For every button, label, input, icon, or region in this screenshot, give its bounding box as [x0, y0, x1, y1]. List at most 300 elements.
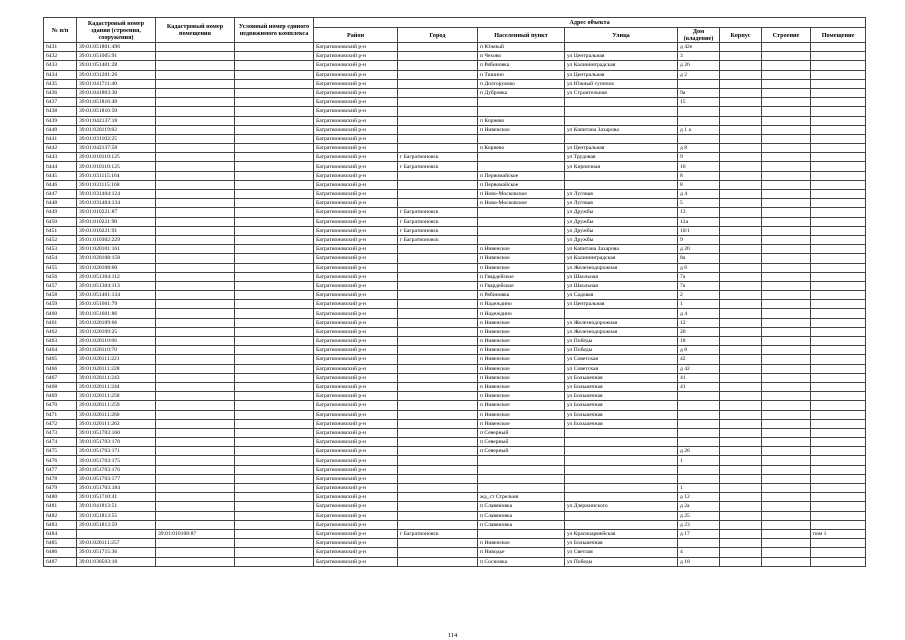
cell-stroenie — [762, 190, 811, 199]
cell-street: ул Железнодорожная — [565, 318, 678, 327]
cell-cadastral-building: 39:01:051401:28 — [77, 61, 156, 70]
cell-stroenie — [762, 208, 811, 217]
cell-city — [398, 355, 478, 364]
cell-settlement: п Ниводье — [478, 548, 565, 557]
cell-conditional-number — [235, 465, 314, 474]
cell-house — [678, 428, 720, 437]
cell-house: д 1 а — [678, 125, 720, 134]
cell-house: 1 — [678, 300, 720, 309]
cell-cadastral-building: 39:01:051816:49 — [77, 98, 156, 107]
cell-stroenie — [762, 162, 811, 171]
cell-num: 6454 — [44, 254, 77, 263]
cell-pomeshchenie — [811, 61, 866, 70]
cell-korpus — [720, 529, 762, 538]
cell-house: 41 — [678, 373, 720, 382]
cell-pomeshchenie — [811, 364, 866, 373]
cell-settlement: п Северный — [478, 438, 565, 447]
cell-district: Багратионовский р-н — [314, 520, 398, 529]
cell-cadastral-building: 39:01:020111:260 — [77, 410, 156, 419]
table-row — [44, 79, 866, 88]
cell-street: ул Дружбы — [565, 208, 678, 217]
cell-street: ул Железнодорожная — [565, 263, 678, 272]
cell-settlement: п Северный — [478, 428, 565, 437]
cell-conditional-number — [235, 502, 314, 511]
cell-conditional-number — [235, 364, 314, 373]
cell-stroenie — [762, 401, 811, 410]
cell-cadastral-building: 39:01:051601:79 — [77, 300, 156, 309]
cell-num: 6434 — [44, 70, 77, 79]
cell-pomeshchenie — [811, 235, 866, 244]
cell-pomeshchenie — [811, 300, 866, 309]
cell-conditional-number — [235, 355, 314, 364]
cell-cadastral-building: 39:01:051304:112 — [77, 272, 156, 281]
cell-stroenie — [762, 327, 811, 336]
table-row — [44, 235, 866, 244]
table-row — [44, 419, 866, 428]
table-row — [44, 208, 866, 217]
table-row — [44, 180, 866, 189]
cell-korpus — [720, 171, 762, 180]
cell-pomeshchenie — [811, 557, 866, 566]
cell-conditional-number — [235, 438, 314, 447]
cell-house: д 23 — [678, 520, 720, 529]
cell-house: 13 — [678, 208, 720, 217]
cell-settlement: п Нивенское — [478, 539, 565, 548]
cell-settlement — [478, 107, 565, 116]
cell-num: 6443 — [44, 153, 77, 162]
cell-pomeshchenie — [811, 88, 866, 97]
table-row — [44, 465, 866, 474]
table-row — [44, 428, 866, 437]
cell-city — [398, 382, 478, 391]
cell-cadastral-room — [156, 180, 235, 189]
cell-street: ул Советская — [565, 364, 678, 373]
cell-korpus — [720, 327, 762, 336]
cell-num: 6460 — [44, 309, 77, 318]
cell-conditional-number — [235, 337, 314, 346]
cell-pomeshchenie — [811, 401, 866, 410]
cell-house: д 8 — [678, 346, 720, 355]
cell-cadastral-room — [156, 107, 235, 116]
cell-house: 16 — [678, 162, 720, 171]
cell-stroenie — [762, 199, 811, 208]
cell-korpus — [720, 337, 762, 346]
cell-city — [398, 107, 478, 116]
cell-settlement: п Надеждино — [478, 309, 565, 318]
cell-stroenie — [762, 474, 811, 483]
cell-korpus — [720, 199, 762, 208]
cell-cadastral-room — [156, 337, 235, 346]
cell-pomeshchenie — [811, 373, 866, 382]
cell-district: Багратионовский р-н — [314, 254, 398, 263]
cell-street — [565, 447, 678, 456]
cell-conditional-number — [235, 134, 314, 143]
cell-korpus — [720, 88, 762, 97]
cell-house: 3 — [678, 52, 720, 61]
cell-settlement: п Нивенское — [478, 245, 565, 254]
cell-house: 9 — [678, 235, 720, 244]
cell-cadastral-building: 39:01:051703:177 — [77, 474, 156, 483]
cell-pomeshchenie — [811, 419, 866, 428]
cell-house: 12а — [678, 217, 720, 226]
table-row — [44, 125, 866, 134]
cell-korpus — [720, 502, 762, 511]
cell-pomeshchenie — [811, 171, 866, 180]
cell-cadastral-room — [156, 125, 235, 134]
cell-num: 6444 — [44, 162, 77, 171]
header-settlement: Населенный пункт — [478, 28, 565, 43]
cell-house: 5 — [678, 199, 720, 208]
cell-num: 6451 — [44, 226, 77, 235]
cell-street: ул Дружбы — [565, 226, 678, 235]
cell-korpus — [720, 190, 762, 199]
cell-district: Багратионовский р-н — [314, 300, 398, 309]
cell-num: 6475 — [44, 447, 77, 456]
cell-pomeshchenie — [811, 208, 866, 217]
cell-cadastral-building: 39:01:020110:70 — [77, 346, 156, 355]
cell-cadastral-building: 39:01:020111:244 — [77, 382, 156, 391]
table-row — [44, 401, 866, 410]
cell-cadastral-building: 39:01:010221:87 — [77, 208, 156, 217]
cell-stroenie — [762, 511, 811, 520]
cell-korpus — [720, 43, 762, 52]
cell-settlement: п Нивенское — [478, 254, 565, 263]
header-city: Город — [398, 28, 478, 43]
cell-city — [398, 520, 478, 529]
cell-num: 6445 — [44, 171, 77, 180]
cell-settlement: п Гвардейское — [478, 272, 565, 281]
cell-district: Багратионовский р-н — [314, 107, 398, 116]
cell-cadastral-room — [156, 539, 235, 548]
cell-conditional-number — [235, 199, 314, 208]
cell-house: 8 — [678, 171, 720, 180]
cell-cadastral-room — [156, 263, 235, 272]
table-row — [44, 548, 866, 557]
cell-conditional-number — [235, 318, 314, 327]
cell-conditional-number — [235, 43, 314, 52]
cell-num: 6439 — [44, 116, 77, 125]
cell-korpus — [720, 291, 762, 300]
cell-conditional-number — [235, 116, 314, 125]
cell-stroenie — [762, 254, 811, 263]
cell-district: Багратионовский р-н — [314, 364, 398, 373]
cell-pomeshchenie — [811, 180, 866, 189]
cell-city — [398, 88, 478, 97]
header-cadastral-room: Кадастровый номер помещения — [156, 18, 235, 43]
cell-korpus — [720, 217, 762, 226]
cell-district: Багратионовский р-н — [314, 465, 398, 474]
cell-city — [398, 98, 478, 107]
table-row — [44, 254, 866, 263]
header-house: Дом (владение) — [678, 28, 720, 43]
cell-house: 1 — [678, 456, 720, 465]
cell-settlement — [478, 98, 565, 107]
cell-street — [565, 520, 678, 529]
cell-cadastral-room — [156, 70, 235, 79]
cell-district: Багратионовский р-н — [314, 557, 398, 566]
cell-settlement: п Нивенское — [478, 337, 565, 346]
cell-stroenie — [762, 428, 811, 437]
cell-cadastral-building: 39:01:030503:18 — [77, 557, 156, 566]
header-pomeshchenie: Помещение — [811, 28, 866, 43]
cell-city — [398, 474, 478, 483]
cell-conditional-number — [235, 346, 314, 355]
cell-cadastral-building: 39:01:020111:228 — [77, 364, 156, 373]
cell-street: ул Капитана Захарова — [565, 125, 678, 134]
cell-house: д 8 — [678, 144, 720, 153]
cell-cadastral-building: 39:01:051005:91 — [77, 52, 156, 61]
cell-pomeshchenie — [811, 539, 866, 548]
cell-house: д 26 — [678, 447, 720, 456]
cell-district: Багратионовский р-н — [314, 153, 398, 162]
cell-stroenie — [762, 318, 811, 327]
cell-korpus — [720, 208, 762, 217]
cell-street: ул Южный тупичок — [565, 79, 678, 88]
cell-house — [678, 465, 720, 474]
cell-street: ул Центральная — [565, 70, 678, 79]
cell-stroenie — [762, 125, 811, 134]
cell-house: д 25 — [678, 511, 720, 520]
cell-korpus — [720, 245, 762, 254]
cell-num: 6473 — [44, 428, 77, 437]
cell-korpus — [720, 382, 762, 391]
cell-cadastral-room — [156, 134, 235, 143]
property-register-table — [43, 17, 866, 567]
cell-settlement: п Нивенское — [478, 401, 565, 410]
cell-house: д 26 — [678, 61, 720, 70]
cell-street: ул Большечная — [565, 392, 678, 401]
cell-city — [398, 327, 478, 336]
cell-settlement: п Нивенское — [478, 125, 565, 134]
table-row — [44, 134, 866, 143]
cell-street: ул Большечная — [565, 539, 678, 548]
cell-korpus — [720, 484, 762, 493]
cell-pomeshchenie — [811, 428, 866, 437]
cell-pomeshchenie — [811, 474, 866, 483]
cell-cadastral-building: 39:01:051401:134 — [77, 291, 156, 300]
cell-settlement: п Нивенское — [478, 346, 565, 355]
cell-num: 6438 — [44, 107, 77, 116]
cell-city — [398, 263, 478, 272]
cell-house: д 2а — [678, 502, 720, 511]
cell-num: 6485 — [44, 539, 77, 548]
cell-num: 6440 — [44, 125, 77, 134]
cell-num: 6472 — [44, 419, 77, 428]
cell-cadastral-building: 39:01:041711:40 — [77, 79, 156, 88]
table-row — [44, 529, 866, 538]
cell-city — [398, 171, 478, 180]
cell-stroenie — [762, 171, 811, 180]
cell-cadastral-room — [156, 309, 235, 318]
cell-pomeshchenie — [811, 199, 866, 208]
cell-street: ул Красноармейская — [565, 529, 678, 538]
cell-district: Багратионовский р-н — [314, 291, 398, 300]
cell-district: Багратионовский р-н — [314, 529, 398, 538]
cell-cadastral-building: 39:01:010302:229 — [77, 235, 156, 244]
cell-num: 6456 — [44, 272, 77, 281]
cell-settlement — [478, 235, 565, 244]
cell-num: 6459 — [44, 300, 77, 309]
cell-stroenie — [762, 539, 811, 548]
cell-conditional-number — [235, 291, 314, 300]
cell-settlement: п Гвардейское — [478, 281, 565, 290]
cell-cadastral-room — [156, 355, 235, 364]
cell-korpus — [720, 493, 762, 502]
cell-korpus — [720, 428, 762, 437]
cell-house: 8а — [678, 254, 720, 263]
cell-street: ул Школьная — [565, 281, 678, 290]
cell-house: 20 — [678, 327, 720, 336]
cell-district: Багратионовский р-н — [314, 272, 398, 281]
cell-stroenie — [762, 447, 811, 456]
cell-house: д 42 — [678, 364, 720, 373]
cell-cadastral-room — [156, 116, 235, 125]
cell-cadastral-room — [156, 199, 235, 208]
cell-korpus — [720, 401, 762, 410]
cell-district: Багратионовский р-н — [314, 61, 398, 70]
cell-city: г Багратионовск — [398, 208, 478, 217]
cell-cadastral-building: 39:01:051816:50 — [77, 107, 156, 116]
cell-street: ул Калининградская — [565, 254, 678, 263]
cell-district: Багратионовский р-н — [314, 355, 398, 364]
cell-conditional-number — [235, 263, 314, 272]
cell-cadastral-building: 39:01:020109:25 — [77, 327, 156, 336]
cell-street: ул Центральная — [565, 300, 678, 309]
cell-cadastral-building: 39:01:010221:91 — [77, 226, 156, 235]
cell-conditional-number — [235, 272, 314, 281]
cell-cadastral-room — [156, 190, 235, 199]
cell-settlement: п Ново-Московское — [478, 199, 565, 208]
cell-cadastral-building: 39:01:020111:243 — [77, 373, 156, 382]
cell-stroenie — [762, 502, 811, 511]
table-row — [44, 511, 866, 520]
table-row — [44, 190, 866, 199]
cell-settlement: п Первомайское — [478, 180, 565, 189]
table-row — [44, 116, 866, 125]
cell-cadastral-building: 39:01:051304:113 — [77, 281, 156, 290]
cell-num: 6449 — [44, 208, 77, 217]
cell-city — [398, 511, 478, 520]
cell-district: Багратионовский р-н — [314, 456, 398, 465]
cell-cadastral-room — [156, 254, 235, 263]
cell-district: Багратионовский р-н — [314, 263, 398, 272]
cell-num: 6441 — [44, 134, 77, 143]
cell-district: Багратионовский р-н — [314, 144, 398, 153]
table-row — [44, 291, 866, 300]
cell-settlement — [478, 465, 565, 474]
table-row — [44, 456, 866, 465]
cell-pomeshchenie — [811, 226, 866, 235]
cell-cadastral-building: 39:01:051703:170 — [77, 438, 156, 447]
cell-city — [398, 364, 478, 373]
cell-house: д 4 — [678, 309, 720, 318]
cell-district: Багратионовский р-н — [314, 419, 398, 428]
cell-korpus — [720, 116, 762, 125]
cell-district: Багратионовский р-н — [314, 98, 398, 107]
cell-street: ул Дзержинского — [565, 502, 678, 511]
cell-city — [398, 392, 478, 401]
header-cadastral-building: Кадастровый номер здания (строения, сооружения) — [77, 18, 156, 43]
cell-stroenie — [762, 116, 811, 125]
cell-korpus — [720, 419, 762, 428]
cell-city — [398, 199, 478, 208]
cell-settlement — [478, 484, 565, 493]
cell-district: Багратионовский р-н — [314, 70, 398, 79]
cell-num: 6481 — [44, 502, 77, 511]
cell-city — [398, 144, 478, 153]
cell-num: 6478 — [44, 474, 77, 483]
cell-house — [678, 539, 720, 548]
cell-cadastral-room — [156, 410, 235, 419]
cell-conditional-number — [235, 217, 314, 226]
cell-district: Багратионовский р-н — [314, 373, 398, 382]
cell-street: ул Большечная — [565, 419, 678, 428]
cell-pomeshchenie — [811, 382, 866, 391]
cell-street — [565, 438, 678, 447]
cell-korpus — [720, 281, 762, 290]
cell-district: Багратионовский р-н — [314, 208, 398, 217]
header-conditional-number: Условный номер единого недвижимого комплекса — [235, 18, 314, 43]
cell-cadastral-building: 39:01:020111:257 — [77, 539, 156, 548]
cell-num: 6432 — [44, 52, 77, 61]
cell-cadastral-room: 39:01:010108:87 — [156, 529, 235, 538]
cell-korpus — [720, 474, 762, 483]
cell-conditional-number — [235, 456, 314, 465]
cell-cadastral-room — [156, 300, 235, 309]
cell-num: 6463 — [44, 337, 77, 346]
cell-city — [398, 43, 478, 52]
cell-pomeshchenie — [811, 502, 866, 511]
cell-district: Багратионовский р-н — [314, 410, 398, 419]
cell-settlement: п Корнево — [478, 144, 565, 153]
cell-district: Багратионовский р-н — [314, 401, 398, 410]
cell-pomeshchenie — [811, 327, 866, 336]
cell-city — [398, 291, 478, 300]
cell-house — [678, 134, 720, 143]
cell-house — [678, 392, 720, 401]
cell-num: 6431 — [44, 43, 77, 52]
cell-street — [565, 493, 678, 502]
cell-cadastral-room — [156, 327, 235, 336]
cell-conditional-number — [235, 548, 314, 557]
cell-house: 2 — [678, 291, 720, 300]
cell-city: г Багратионовск — [398, 226, 478, 235]
cell-pomeshchenie — [811, 217, 866, 226]
cell-city — [398, 493, 478, 502]
cell-settlement: п Дубровка — [478, 88, 565, 97]
cell-house: д 2 — [678, 70, 720, 79]
cell-stroenie — [762, 373, 811, 382]
cell-street: ул Светлая — [565, 548, 678, 557]
cell-pomeshchenie — [811, 79, 866, 88]
cell-conditional-number — [235, 511, 314, 520]
cell-stroenie — [762, 43, 811, 52]
cell-cadastral-room — [156, 346, 235, 355]
cell-num: 6446 — [44, 180, 77, 189]
cell-korpus — [720, 438, 762, 447]
cell-district: Багратионовский р-н — [314, 43, 398, 52]
cell-street: ул Советская — [565, 355, 678, 364]
cell-korpus — [720, 548, 762, 557]
cell-street: ул Железнодорожная — [565, 327, 678, 336]
cell-pomeshchenie — [811, 153, 866, 162]
cell-cadastral-room — [156, 401, 235, 410]
cell-korpus — [720, 364, 762, 373]
cell-district: Багратионовский р-н — [314, 88, 398, 97]
cell-settlement: п Первомайское — [478, 171, 565, 180]
cell-stroenie — [762, 456, 811, 465]
cell-cadastral-building: 39:01:020119:82 — [77, 125, 156, 134]
